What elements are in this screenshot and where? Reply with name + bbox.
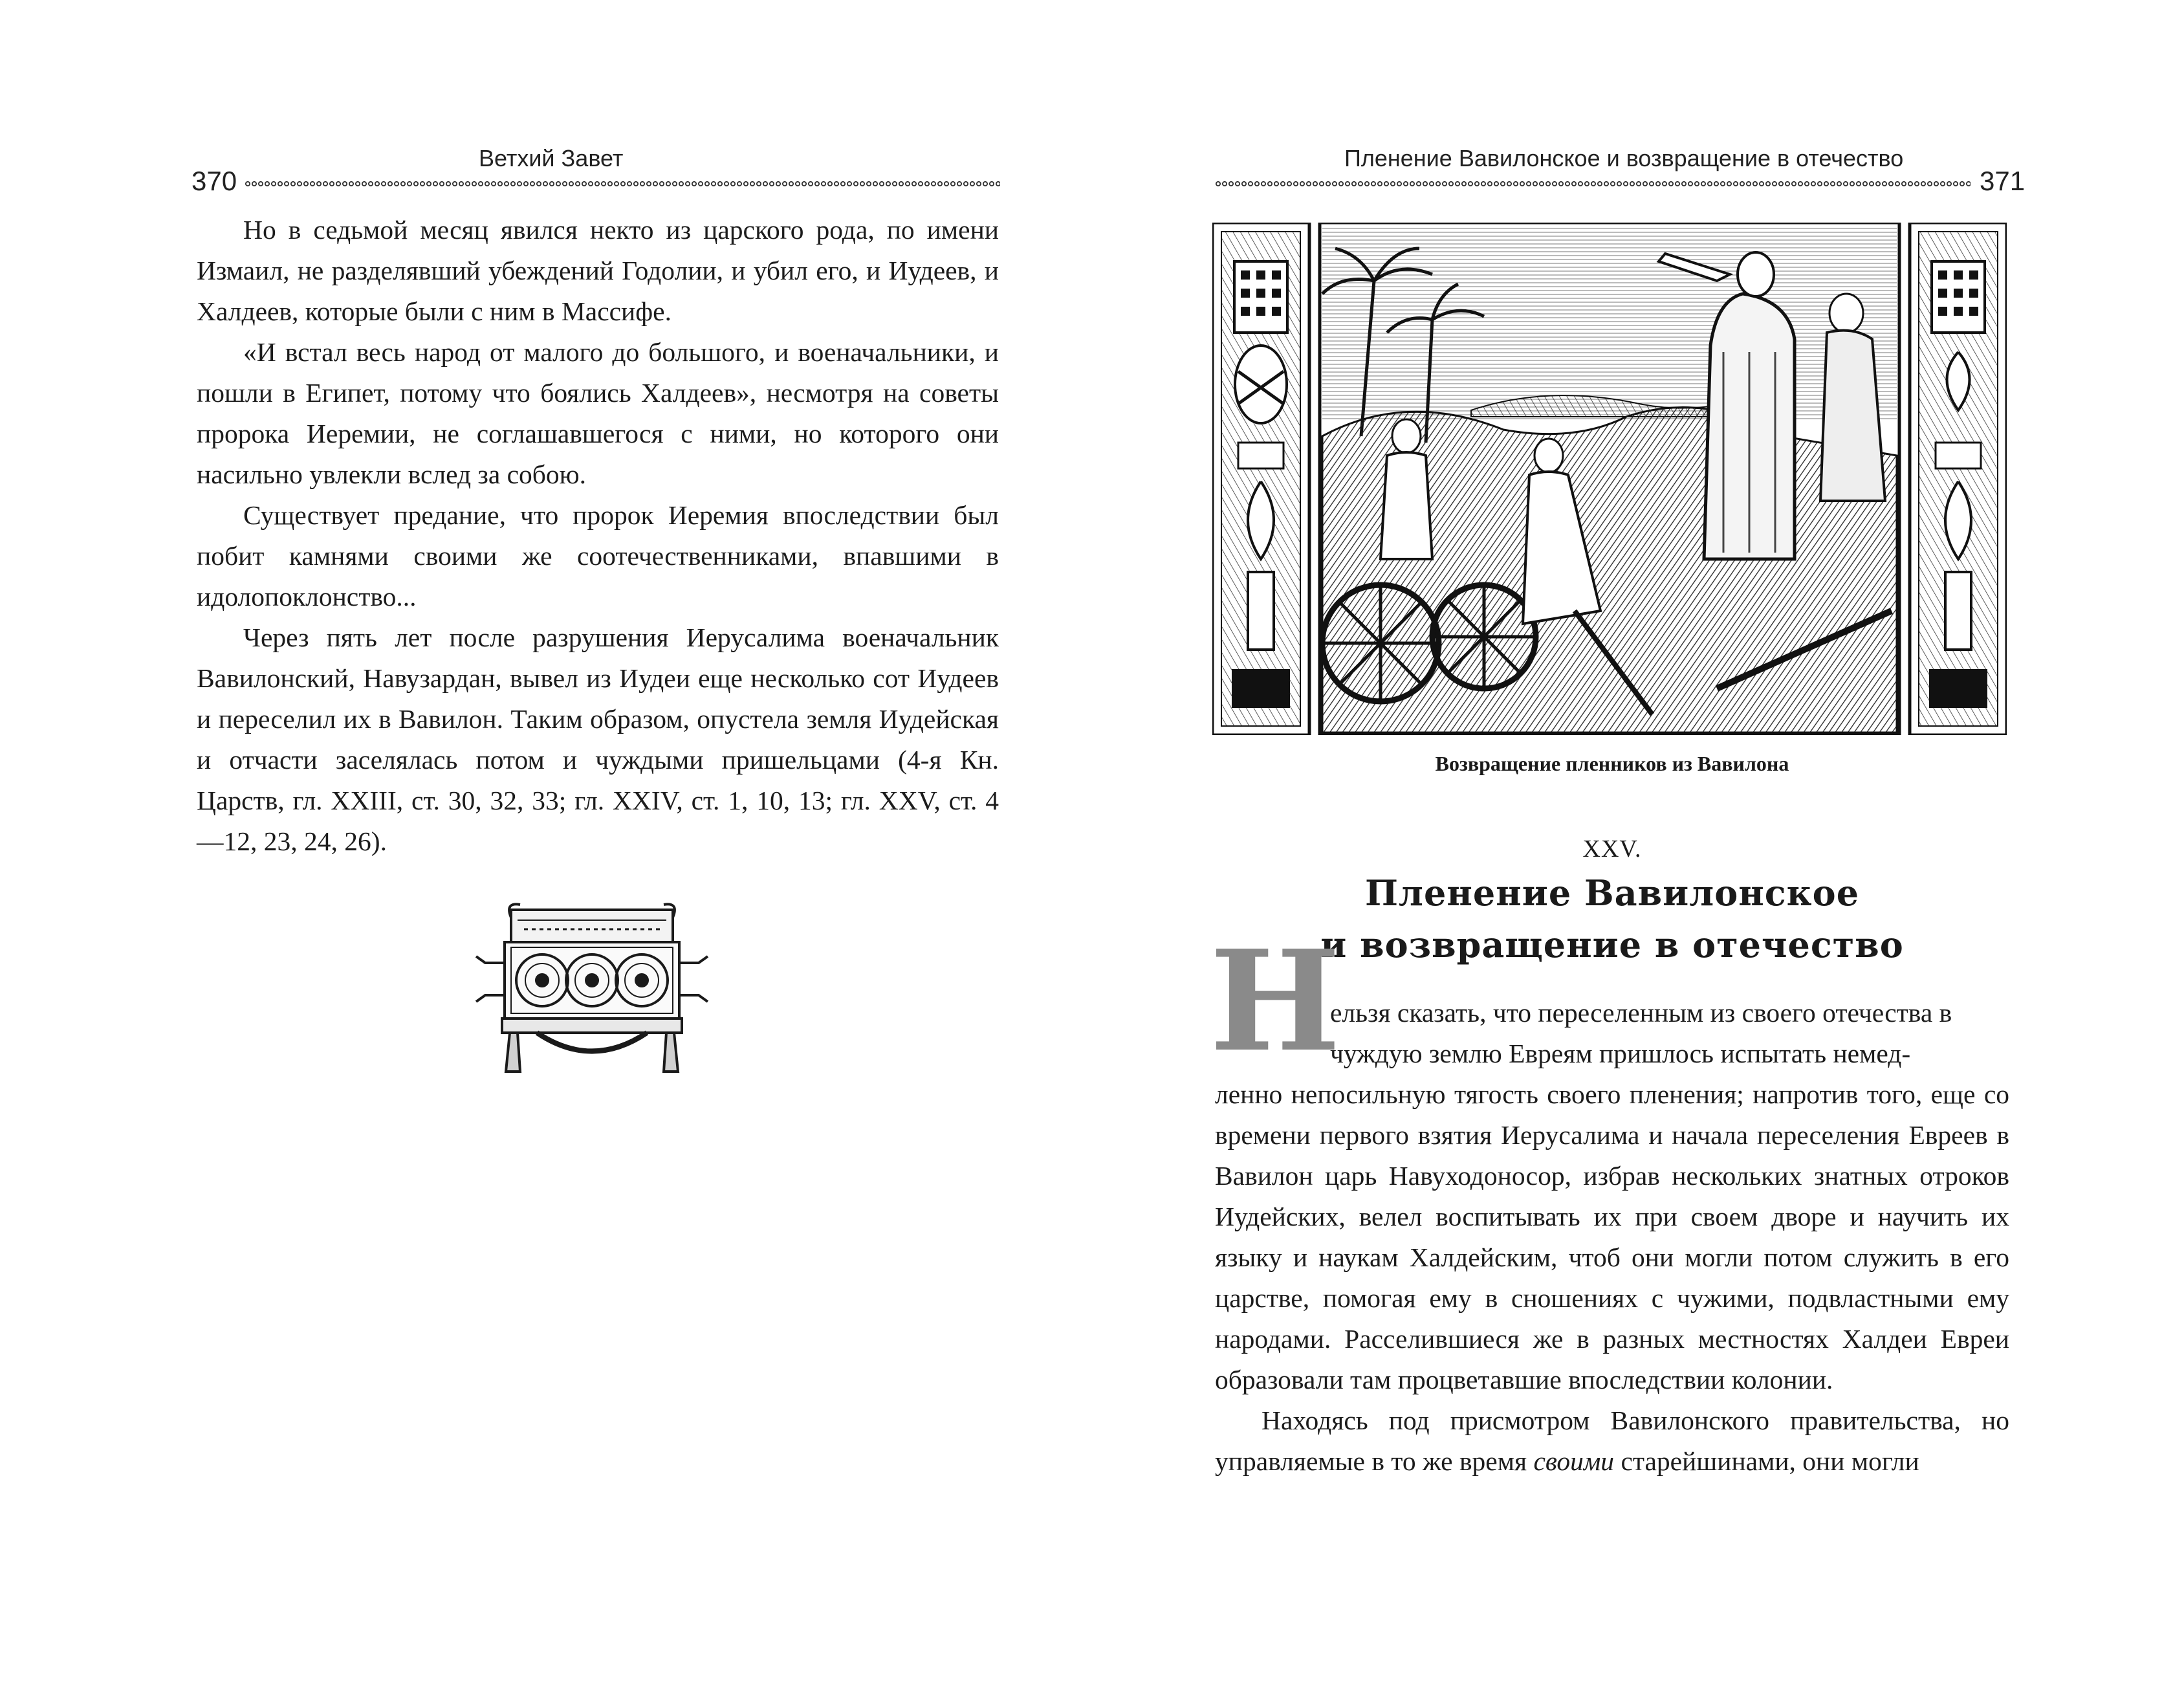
scene (1320, 223, 1899, 735)
left-border-panel (1212, 223, 1309, 735)
paragraph (1215, 993, 2009, 1400)
paragraph: Через пять лет после разрушения Иерусалима военачальник Вавилонский, Навузардан, вывел из Иудеи еще несколько сот Иудеев и переселил их в Вавилон. Таким образом, опустела земля Иудейская и отчасти заселялась потом и чуждыми пришельцами (4-я Кн. Царств, гл. XXIII, ст. 30, 32, 33; гл. XXIV, ст. 1, 10, 13; гл. XXV, ст. 4—12, 23, 24, 26). (197, 622, 999, 856)
paragraph: Но в седьмой месяц явился некто из царского рода, по имени Измаил, не разделявший убеждений Годолии, и убил его, и Иудеев, и Халдеев, которые были с ним в Массифе. (197, 215, 999, 326)
body-text (1215, 993, 2009, 1482)
ornamental-rule (1215, 180, 1971, 188)
italic-word: своими (1533, 1446, 1615, 1476)
paragraph: «И встал весь народ от малого до большого, и военачальники, и пошли в Египет, потому что боялись Халдеев», несмотря на советы пророка Иеремии, не соглашавшегося с ними, но которого они насильно увлекли вслед за собою. (197, 337, 999, 489)
chapter-title-line: и возвращение в отечество (1320, 924, 1904, 965)
chapter-title-line: Пленение Вавилонское (1364, 872, 1860, 914)
body-text (197, 210, 999, 862)
ornamental-chest-icon (466, 898, 718, 1086)
figure-caption: Возвращение пленников из Вавилона (1435, 752, 1789, 775)
drop-cap: Н (1210, 920, 1341, 1083)
paragraph-text: старейшинами, они могли (1614, 1446, 1919, 1476)
paragraph-text: Находясь под присмотром Вавилонского правительства, но управляемые в то же время (1215, 1405, 2009, 1476)
page-number: 371 (1980, 166, 2026, 196)
engraving-illustration (1212, 223, 2007, 735)
second-line: чуждую землю Евреям пришлось испытать немед- (1330, 1039, 1911, 1068)
running-title: Пленение Вавилонское и возвращение в отечество (1344, 145, 1904, 171)
running-title: Ветхий Завет (479, 145, 624, 171)
paragraph (1215, 1400, 2009, 1482)
chapter-number: XXV. (1582, 835, 1642, 863)
paragraph: Существует предание, что пророк Иеремия впоследствии был побит камнями своими же соотечественниками, впавшими в идолопоклонство... (197, 500, 999, 611)
paragraph-continuation: ленно непосильную тягость своего пленения; напротив того, еще со времени первого взятия Иерусалима и начала переселения Евреев в Вавилон царь Навуходоносор, избрав нескольких знатных отроков Иудейских, велел воспитывать их при своем дворе и научить их языку и наукам Халдейским, чтоб они могли потом служить в его царстве, помогая ему в сношениях с чужими, подвластными ему народами. Расселившиеся же в разных местностях Халдеи Евреи образовали там процветавшие впоследствии колонии. (1215, 1079, 2009, 1394)
ornamental-rule (245, 180, 1000, 188)
page-number: 370 (191, 166, 237, 196)
right-border-panel (1910, 223, 2007, 735)
first-line: ельзя сказать, что переселенным из своего отечества в (1330, 998, 1952, 1028)
right-page (1092, 0, 2184, 1696)
